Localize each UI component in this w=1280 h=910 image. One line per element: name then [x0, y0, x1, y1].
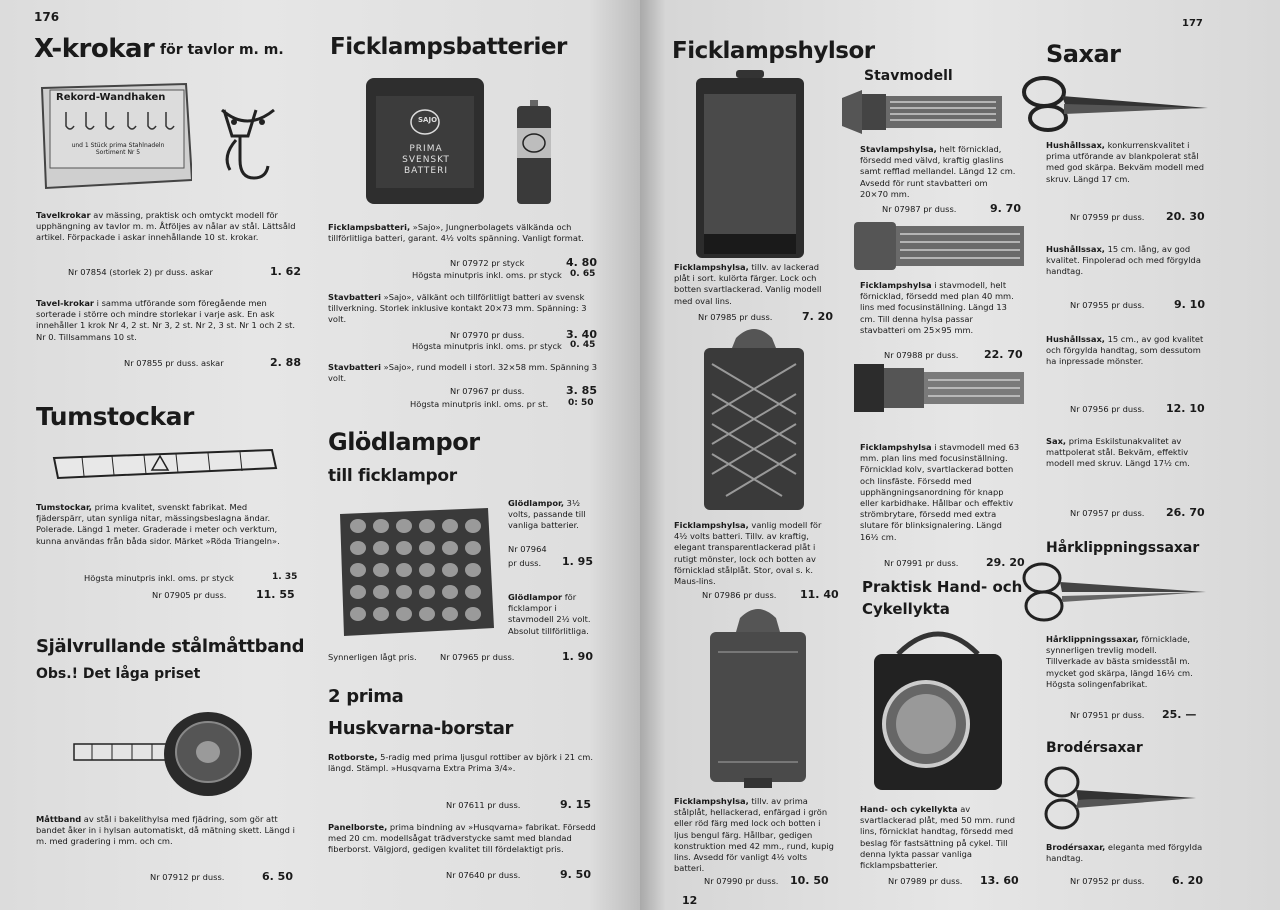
- hylsor-desc2: Ficklampshylsa, vanlig modell för 4½ volts batteri. Tillv. av kraftig, elegant transparentlackerad plåt i rutigt mönster, lock och botten av förnicklad stålplåt. Stor, oval s. k. Maus-lins.: [674, 520, 822, 587]
- bulb-icon: [396, 607, 412, 621]
- tumstockar-minprice: Högsta minutpris inkl. oms. pr styck: [84, 573, 234, 583]
- cykel-price: 13. 60: [980, 874, 1019, 887]
- xkrokar-title: X-krokar: [34, 34, 155, 64]
- batterier-price1: 4. 80: [566, 256, 597, 269]
- bulb-icon: [419, 585, 435, 599]
- stav-order3: Nr 07991 pr duss.: [884, 558, 959, 568]
- matband-order: Nr 07912 pr duss.: [150, 872, 225, 882]
- box-label: Rekord-Wandhaken: [56, 92, 166, 103]
- bulb-icon: [350, 585, 366, 599]
- borstar-desc2: Panelborste, prima bindning av »Husqvarna» fabrikat. Försedd med 20 cm. modellsågat trädverstycke samt med blandad fiberborst. Välgjord, gedigen kvalitet till fördelaktigt pris.: [328, 822, 596, 855]
- stav-order1: Nr 07987 pr duss.: [882, 204, 957, 214]
- batterier-price2: 3. 40: [566, 328, 597, 341]
- stav-desc2: Ficklampshylsa i stavmodell, helt förnicklad, försedd med plan 40 mm. lins med focusinställning. Längd 13 cm. Till denna hylsa passar stavbatteri om 25×95 mm.: [860, 280, 1014, 335]
- right-page: [640, 0, 1280, 910]
- broder-title: Brodérsaxar: [1046, 740, 1143, 756]
- batterier-desc2: Stavbatteri »Sajo», välkänt och tillförlitligt batteri av svensk tillverkning. Storlek inklusive kontakt 20×73 mm. Spänning: 3 volt.: [328, 292, 587, 325]
- glodlampor-order1: Nr 07964: [508, 544, 547, 554]
- batterier-title: Ficklampsbatterier: [330, 34, 567, 60]
- saxar-price2: 9. 10: [1174, 298, 1205, 311]
- saxar-desc3: Hushållssax, 15 cm., av god kvalitet och förgylda handtag, som dessutom ha inpressade mönster.: [1046, 334, 1204, 367]
- saxar-desc4: Sax, prima Eskilstunakvalitet av mattpolerat stål. Bekväm, effektiv modell med skruv. Längd 17½ cm.: [1046, 436, 1190, 469]
- flashlight-plain-illustration: [708, 602, 808, 794]
- broder-price: 6. 20: [1172, 874, 1203, 887]
- bulb-icon: [396, 541, 412, 555]
- harklipp-title: Hårklippningssaxar: [1046, 540, 1200, 556]
- saxar-order4: Nr 07957 pr duss.: [1070, 508, 1145, 518]
- hylsor-price3: 10. 50: [790, 874, 829, 887]
- matband-price: 6. 50: [262, 870, 293, 883]
- bulb-icon: [442, 585, 458, 599]
- harklipp-desc: Hårklippningssaxar, förnicklade, synnerligen trevlig modell. Tillverkade av bästa smidesstål m. mycket god skärpa, längd 16½ cm. Högsta solingenfabrikat.: [1046, 634, 1193, 689]
- bulb-icon: [419, 519, 435, 533]
- hylsor-price1: 7. 20: [802, 310, 833, 323]
- bulb-icon: [350, 541, 366, 555]
- batterier-order2: Nr 07970 pr duss.: [450, 330, 525, 340]
- matband-subtitle: Obs.! Det låga priset: [36, 666, 201, 682]
- bulb-icon: [373, 585, 389, 599]
- glodlampor-title: Glödlampor: [328, 428, 480, 456]
- folding-rule-illustration: [52, 448, 278, 486]
- bulb-icon: [350, 519, 366, 533]
- broder-order: Nr 07952 pr duss.: [1070, 876, 1145, 886]
- borstar-title2: Huskvarna-borstar: [328, 718, 514, 739]
- bulb-icon: [465, 607, 481, 621]
- bulb-icon: [442, 607, 458, 621]
- stav-desc1: Stavlampshylsa, helt förnicklad, försedd med välvd, kraftig glaslins samt refflad mellandel. Längd 12 cm. Avsedd för runt stavbatteri om 20×70 mm.: [860, 144, 1016, 199]
- bulb-icon: [373, 541, 389, 555]
- harklipp-price: 25. —: [1162, 708, 1197, 721]
- scissors-1-icon: [1020, 74, 1210, 138]
- hylsor-desc3: Ficklampshylsa, tillv. av prima stålplåt, hellackerad, enfärgad i grön eller röd färg med lock och botten i ljus bengul färg. Hållbar, gedigen konstruktion med 42 mm., rund, kupig lins. Avsedd för vanligt 4½ volts batteri.: [674, 796, 834, 874]
- glodlampor-price2: 1. 90: [562, 650, 593, 663]
- bulb-icon: [396, 563, 412, 577]
- bulb-icon: [373, 607, 389, 621]
- bulb-icon: [442, 541, 458, 555]
- batterier-min3: Högsta minutpris inkl. oms. pr st.: [410, 399, 549, 409]
- hylsor-price2: 11. 40: [800, 588, 839, 601]
- saxar-title: Saxar: [1046, 40, 1121, 68]
- xkrokar-price2: 2. 88: [270, 356, 301, 369]
- cykel-title2: Cykellykta: [862, 600, 950, 618]
- stav-order2: Nr 07988 pr duss.: [884, 350, 959, 360]
- rod-light-2-illustration: [852, 220, 1028, 276]
- hylsor-order3: Nr 07990 pr duss.: [704, 876, 779, 886]
- saxar-order1: Nr 07959 pr duss.: [1070, 212, 1145, 222]
- bulb-icon: [373, 519, 389, 533]
- stav-price3: 29. 20: [986, 556, 1025, 569]
- borstar-price1: 9. 15: [560, 798, 591, 811]
- harklipp-order: Nr 07951 pr duss.: [1070, 710, 1145, 720]
- xkrokar-price1: 1. 62: [270, 265, 301, 278]
- batterier-minval2: 0. 45: [570, 340, 596, 350]
- stav-price2: 22. 70: [984, 348, 1023, 361]
- broder-desc: Brodérsaxar, eleganta med förgylda handtag.: [1046, 842, 1203, 864]
- rod-light-3-illustration: [852, 364, 1028, 416]
- saxar-desc2: Hushållssax, 15 cm. lång, av god kvalitet. Finpolerad och med förgylda handtag.: [1046, 244, 1201, 277]
- saxar-price3: 12. 10: [1166, 402, 1205, 415]
- tumstockar-title: Tumstockar: [36, 402, 194, 431]
- bulb-icon: [442, 563, 458, 577]
- bulb-box-illustration: [336, 506, 496, 642]
- flat-battery-illustration: [362, 74, 488, 206]
- borstar-desc1: Rotborste, 5-radig med prima ljusgul rottiber av björk i 21 cm. längd. Stämpl. »Husqvarna Extra Prima 3/4».: [328, 752, 593, 774]
- bulb-icon: [350, 607, 366, 621]
- saxar-order2: Nr 07955 pr duss.: [1070, 300, 1145, 310]
- tumstockar-order: Nr 07905 pr duss.: [152, 590, 227, 600]
- hylsor-order2: Nr 07986 pr duss.: [702, 590, 777, 600]
- glodlampor-note: Synnerligen lågt pris.: [328, 652, 417, 662]
- page-number-right: 177: [1182, 18, 1203, 29]
- cykel-order: Nr 07989 pr duss.: [888, 876, 963, 886]
- rod-battery-illustration: [514, 100, 554, 210]
- bulb-icon: [465, 541, 481, 555]
- bulb-icon: [350, 563, 366, 577]
- glodlampor-order2: Nr 07965 pr duss.: [440, 652, 515, 662]
- batterier-order1: Nr 07972 pr styck: [450, 258, 525, 268]
- saxar-price1: 20. 30: [1166, 210, 1205, 223]
- hair-scissors-icon: [1020, 558, 1210, 630]
- page-number: 176: [34, 10, 60, 24]
- batterier-minval1: 0. 65: [570, 269, 596, 279]
- bulb-icon: [419, 607, 435, 621]
- bulb-icon: [396, 519, 412, 533]
- xkrokar-order2: Nr 07855 pr duss. askar: [124, 358, 224, 368]
- cykel-desc: Hand- och cykellykta av svartlackerad plåt, med 50 mm. rund lins, förnicklat handtag, försedd med beslag för fastsättning på cykel. Till denna lykta passar vanliga ficklampsbatterier.: [860, 804, 1016, 871]
- borstar-order2: Nr 07640 pr duss.: [446, 870, 521, 880]
- tape-measure-illustration: [72, 706, 254, 802]
- borstar-title1: 2 prima: [328, 686, 404, 707]
- bulb-icon: [396, 585, 412, 599]
- matband-desc: Måttband av stål i bakelithylsa med fjädring, som gör att bandet åker in i hylsan automatiskt, då mätning skett. Längd i m. med gradering i mm. och cm.: [36, 814, 295, 847]
- glodlampor-subtitle: till ficklampor: [328, 466, 457, 486]
- hylsor-order1: Nr 07985 pr duss.: [698, 312, 773, 322]
- hylsor-desc1: Ficklampshylsa, tillv. av lackerad plåt i sort. kulörta färger. Lock och botten svartlackerad. Vanlig modell med oval lins.: [674, 262, 822, 306]
- bulb-icon: [465, 585, 481, 599]
- bulb-icon: [419, 541, 435, 555]
- batterier-min1: Högsta minutpris inkl. oms. pr styck: [412, 270, 562, 280]
- saxar-order3: Nr 07956 pr duss.: [1070, 404, 1145, 414]
- box-caption: und 1 Stück prima Stahlnadeln Sortiment Nr 5: [71, 142, 165, 156]
- glodlampor-desc1: Glödlampor, 3½ volts, passande till vanliga batterier.: [508, 498, 586, 531]
- batterier-minval3: 0: 50: [568, 398, 594, 408]
- stav-price1: 9. 70: [990, 202, 1021, 215]
- rod-light-1-illustration: [840, 88, 1010, 140]
- tumstockar-minprice-value: 1. 35: [272, 572, 298, 582]
- xkrokar-subtitle: för tavlor m. m.: [160, 42, 284, 58]
- footer-number: 12: [682, 894, 698, 907]
- bulb-icon: [419, 563, 435, 577]
- x-hook-icon: [214, 100, 284, 194]
- flashlight-flat-illustration: [694, 70, 806, 264]
- batterier-desc3: Stavbatteri »Sajo», rund modell i storl. 32×58 mm. Spänning 3 volt.: [328, 362, 597, 384]
- battery-logo: SAJO: [418, 116, 438, 124]
- tumstockar-desc: Tumstockar, prima kvalitet, svenskt fabrikat. Med fjäderspärr, utan synliga nitar, mässingsbeslagna ändar. Polerade. Längd 1 meter. Graderade i meter och verktum, kunna användas från båda sidor. Märket »Röda Triangeln».: [36, 502, 280, 546]
- embroidery-scissors-icon: [1040, 762, 1200, 838]
- borstar-price2: 9. 50: [560, 868, 591, 881]
- bulb-icon: [373, 563, 389, 577]
- bicycle-lamp-illustration: [868, 624, 1008, 806]
- tumstockar-price: 11. 55: [256, 588, 295, 601]
- batterier-price3: 3. 85: [566, 384, 597, 397]
- matband-title: Självrullande stålmåttband: [36, 636, 305, 657]
- borstar-order1: Nr 07611 pr duss.: [446, 800, 521, 810]
- glodlampor-desc2: Glödlampor för ficklampor i stavmodell 2½ volt. Absolut tillförlitliga.: [508, 592, 591, 636]
- stav-title: Stavmodell: [864, 68, 953, 84]
- stav-desc3: Ficklampshylsa i stavmodell med 63 mm. plan lins med focusinställning. Förnicklad kolv, svartlackerad botten och linsfäste. Försedd med upphängningsanordning för knapp eller karbidhake. Hållbar och effektiv strömbrytare, försedd med extra slutare för blinksignalering. Längd 16½ cm.: [860, 442, 1020, 542]
- batterier-order3: Nr 07967 pr duss.: [450, 386, 525, 396]
- xkrokar-desc2: Tavel-krokar i samma utförande som föregående men sorterade i större och mindre storlekar i varje ask. En ask innehåller 1 krok Nr 4, 2 st. Nr 3, 2 st. Nr 2, 3 st. Nr 1 och 2 st. Nr 0. Tillsammans 10 st.: [36, 298, 296, 342]
- glodlampor-price1: 1. 95: [562, 555, 593, 568]
- xkrokar-desc1: Tavelkrokar av mässing, praktisk och omtyckt modell för upphängning av tavlor m. m. Åtföljes av nålar av stål. Lättsåld artikel. Förpackade i askar innehållande 10 st. krokar.: [36, 210, 296, 243]
- hook-box-illustration: [36, 80, 192, 192]
- hylsor-title: Ficklampshylsor: [672, 38, 875, 64]
- glodlampor-order1b: pr duss.: [508, 558, 542, 568]
- batterier-min2: Högsta minutpris inkl. oms. pr styck: [412, 341, 562, 351]
- cykel-title1: Praktisk Hand- och: [862, 578, 1023, 596]
- battery-text: PRIMA SVENSKT BATTERI: [402, 144, 450, 176]
- flashlight-pattern-illustration: [702, 324, 806, 518]
- batterier-desc1: Ficklampsbatteri, »Sajo», Jungnerbolagets välkända och tillförlitliga batteri, garant. 4½ volts spänning. Vanligt format.: [328, 222, 584, 244]
- xkrokar-order1: Nr 07854 (storlek 2) pr duss. askar: [68, 267, 213, 277]
- saxar-price4: 26. 70: [1166, 506, 1205, 519]
- bulb-icon: [465, 519, 481, 533]
- bulb-icon: [442, 519, 458, 533]
- saxar-desc1: Hushållssax, konkurrenskvalitet i prima utförande av blankpolerat stål med god skärpa. Bekväm modell med skruv. Längd 17 cm.: [1046, 140, 1204, 184]
- bulb-icon: [465, 563, 481, 577]
